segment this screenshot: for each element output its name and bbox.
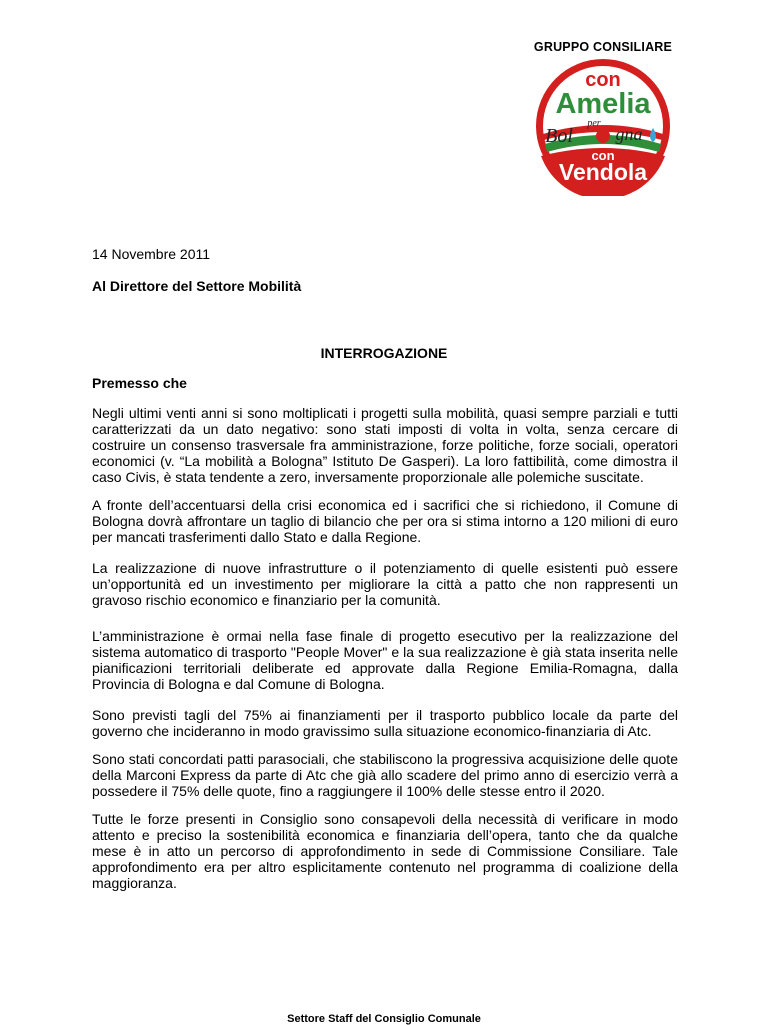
- flower-icon: [596, 129, 610, 143]
- logo-con-bottom: con: [591, 148, 615, 163]
- paragraph: L’amministrazione è ormai nella fase finale di progetto esecutivo per la realizzazione del sistema automatico di trasporto "People Mover" e la sua realizzazione è già stata inserita nelle pianificazioni territoriali deliberate ed approvate dalla Regione Emilia-Romagna, dalla Provincia di Bologna e dal Comune di Bologna.: [92, 628, 678, 692]
- logo-per: per: [587, 118, 601, 129]
- letter-date: 14 Novembre 2011: [92, 246, 211, 262]
- paragraph: La realizzazione di nuove infrastrutture o il potenziamento di quelle esistenti può essere un’opportunità ed un investimento per migliorare la città a patto che non rappresenti un gravoso rischio economico e finanziario per la comunità.: [92, 560, 678, 608]
- paragraph: Negli ultimi venti anni si sono moltiplicati i progetti sulla mobilità, quasi sempre parziali e tutti caratterizzati da un dato negativo: sono stati imposti di volta in volta, senza cercare di costruire un consenso trasversale fra amministrazione, forze politiche, forze sociali, operatori economici (v. “La mobilità a Bologna” Istituto De Gasperi). La loro fattibilità, come dimostra il caso Civis, è stata tendente a zero, inversamente proporzionale alle polemiche suscitate.: [92, 405, 678, 485]
- paragraph: Tutte le forze presenti in Consiglio sono consapevoli della necessità di verificare in modo attento e preciso la sostenibilità economica e finanziaria dell’opera, tanto che da qualche mese è in atto un percorso di approfondimento in sede di Commissione Consiliare. Tale approfondimento era per altro esplicitamente contenuto nel programma di coalizione della maggioranza.: [92, 811, 678, 891]
- premise-heading: Premesso che: [92, 375, 187, 391]
- logo-vendola: Vendola: [558, 159, 648, 185]
- group-title: GRUPPO CONSILIARE: [533, 40, 673, 54]
- logo-amelia: Amelia: [555, 88, 651, 120]
- logo-gna: gna: [615, 124, 643, 144]
- paragraph: A fronte dell’accentuarsi della crisi economica ed i sacrifici che si richiedono, il Comune di Bologna dovrà affrontare un taglio di bilancio che per ora si stima intorno a 120 milioni di euro per mancati trasferimenti dallo Stato e dalla Regione.: [92, 497, 678, 545]
- logo-con-top: con: [585, 69, 621, 91]
- party-logo-block: [528, 40, 678, 196]
- logo-bolo: Bol: [545, 125, 573, 147]
- document-title: INTERROGAZIONE: [320, 345, 448, 361]
- party-logo: [529, 56, 677, 196]
- footer-office: Settore Staff del Consiglio Comunale: [287, 1013, 481, 1025]
- paragraph: Sono previsti tagli del 75% ai finanziamenti per il trasporto pubblico locale da parte del governo che incideranno in modo gravissimo sulla situazione economico-finanziaria di Atc.: [92, 707, 678, 739]
- paragraph: Sono stati concordati patti parasociali, che stabiliscono la progressiva acquisizione delle quote della Marconi Express da parte di Atc che già allo scadere del primo anno di esercizio verrà a possedere il 75% delle quote, fino a raggiungere il 100% delle stesse entro il 2020.: [92, 751, 678, 799]
- letter-addressee: Al Direttore del Settore Mobilità: [92, 278, 302, 294]
